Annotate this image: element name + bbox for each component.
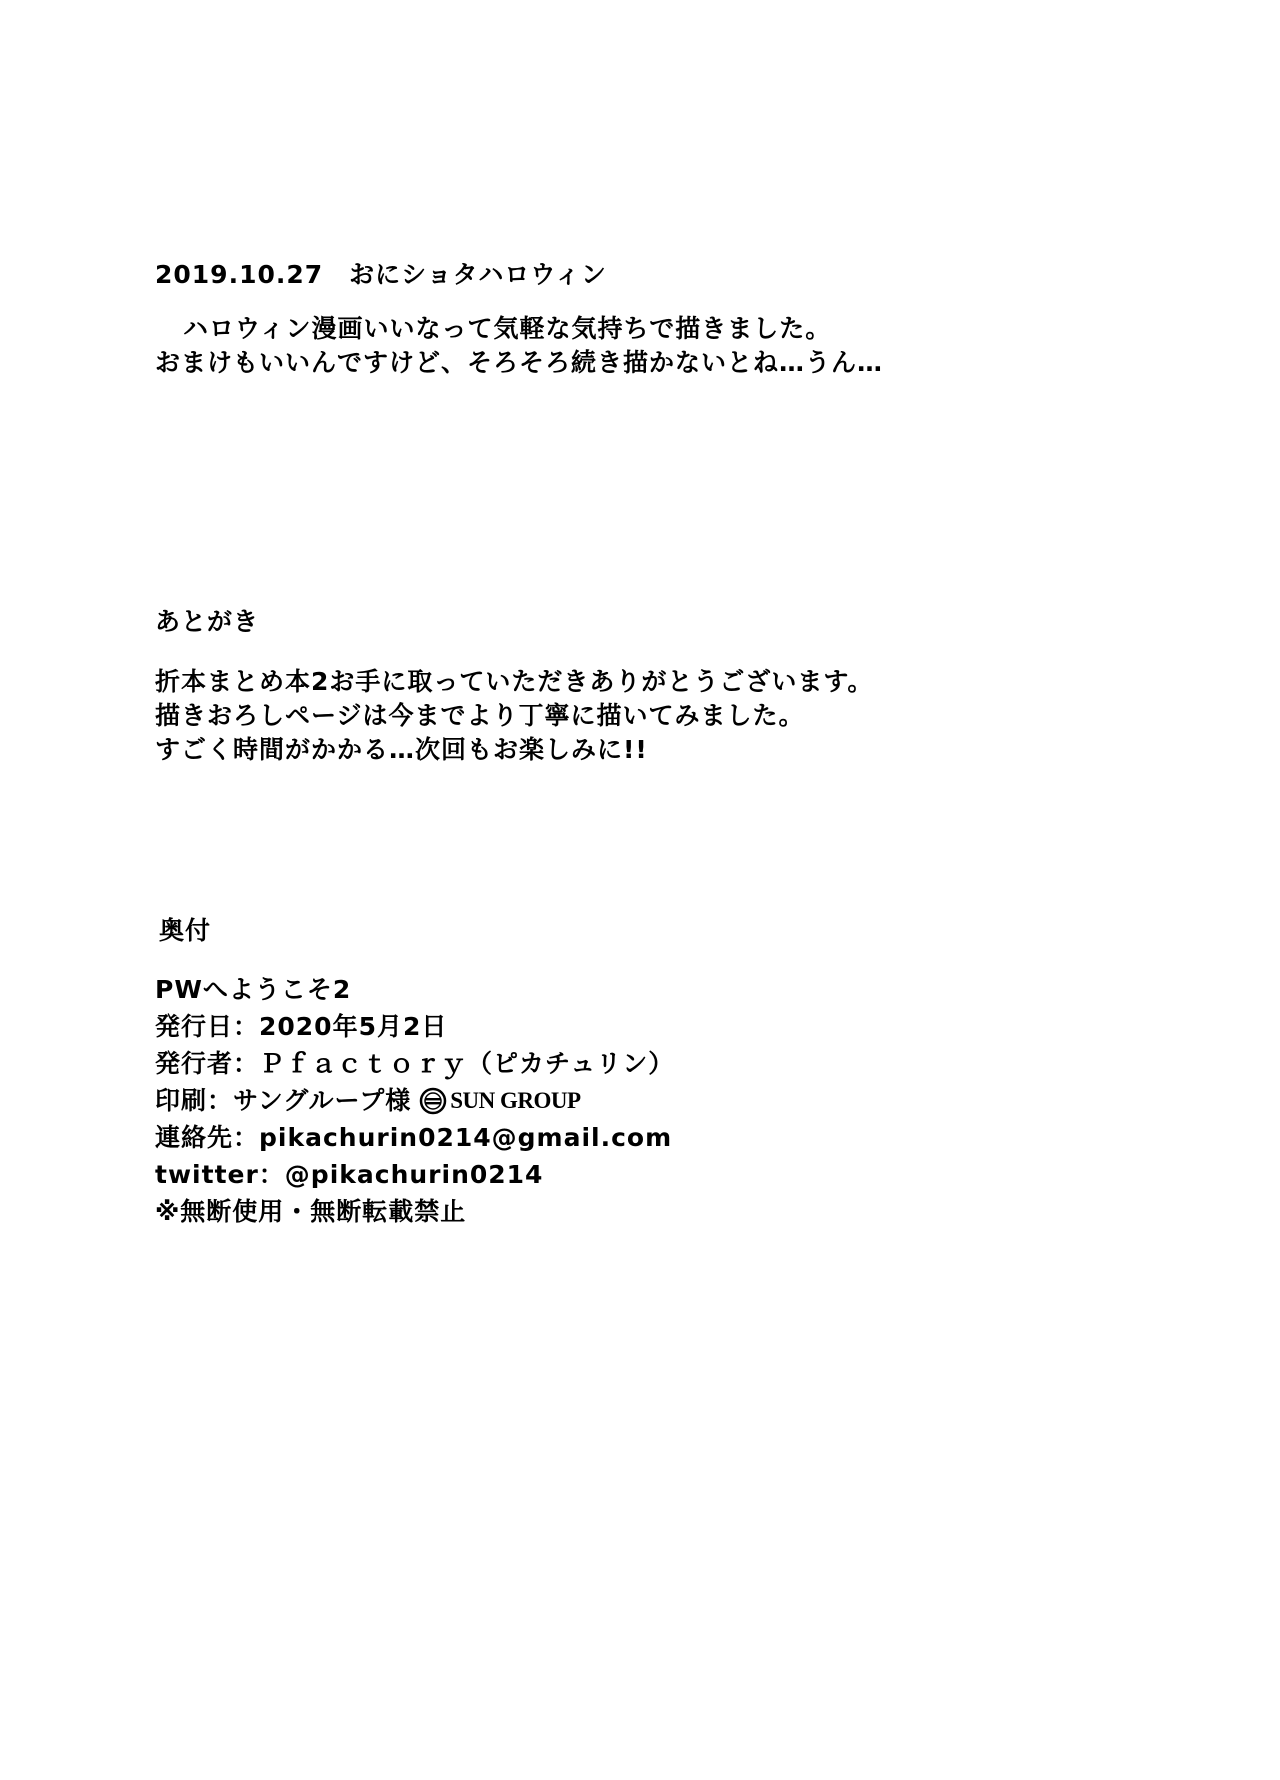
publisher: 発行者：Ｐｆａｃｔｏｒｙ（ピカチュリン） xyxy=(155,1049,675,1078)
halloween-section xyxy=(155,258,883,380)
sun-group-wordmark: SUN GROUP xyxy=(450,1087,581,1113)
afterword-line-1: 折本まとめ本2お手に取っていただきありがとうございます。 xyxy=(155,667,874,696)
book-title: PWへようこそ2 xyxy=(155,975,352,1004)
printer-row xyxy=(155,1082,674,1119)
halloween-line-1: ハロウィン漫画いいなって気軽な気持ちで描きました。 xyxy=(183,314,832,343)
colophon-heading: 奥付 xyxy=(159,916,212,945)
colophon-section xyxy=(155,912,674,1230)
sun-group-emblem-icon xyxy=(419,1087,447,1115)
afterword-line-2: 描きおろしページは今までより丁寧に描いてみました。 xyxy=(155,701,805,730)
contact-email: 連絡先：pikachurin0214@gmail.com xyxy=(155,1123,673,1152)
afterword-line-3: すごく時間がかかる…次回もお楽しみに!! xyxy=(155,735,648,764)
halloween-heading: 2019.10.27 おにショタハロウィン xyxy=(155,260,607,289)
twitter-handle: twitter：@pikachurin0214 xyxy=(155,1160,544,1189)
copyright-notice: ※無断使用・無断転載禁止 xyxy=(155,1197,467,1226)
afterword-section xyxy=(155,605,873,767)
halloween-line-2: おまけもいいんですけど、そろそろ続き描かないとね…うん… xyxy=(155,348,884,377)
sun-group-logo xyxy=(419,1087,580,1115)
issue-date: 発行日：2020年5月2日 xyxy=(155,1012,448,1041)
printer-label: 印刷：サングループ様 xyxy=(155,1086,412,1115)
afterword-heading: あとがき xyxy=(155,607,260,636)
